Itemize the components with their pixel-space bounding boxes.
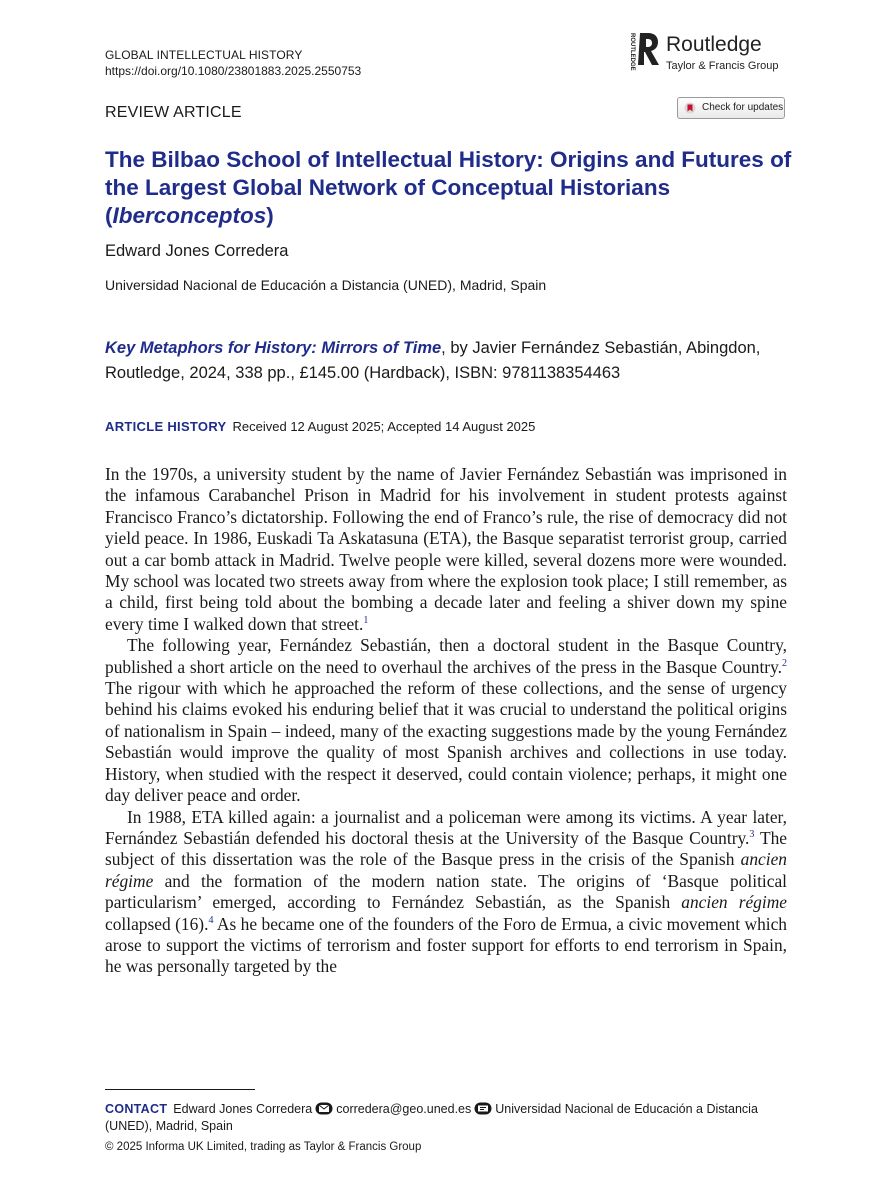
bookmark-icon — [684, 102, 696, 114]
check-for-updates-button[interactable] — [677, 97, 785, 119]
footnote-link[interactable]: 2 — [782, 657, 787, 669]
author-affiliation: Universidad Nacional de Educación a Distancia (UNED), Madrid, Spain — [105, 277, 547, 293]
footnote-link[interactable]: 1 — [363, 614, 369, 626]
doi-link[interactable]: https://doi.org/10.1080/23801883.2025.2550753 — [105, 64, 362, 78]
article-history-dates: Received 12 August 2025; Accepted 14 August 2025 — [232, 419, 536, 434]
publisher-name: Routledge — [666, 33, 762, 56]
copyright-notice: © 2025 Informa UK Limited, trading as Taylor & Francis Group — [105, 1141, 422, 1153]
email-icon — [315, 1102, 333, 1115]
book-details: , by Javier Fernández Sebastián, Abingdon, Routledge, 2024, 338 pp., £145.00 (Hardback), ISBN: 9781138354463 — [105, 339, 761, 382]
article-type: REVIEW ARTICLE — [105, 104, 242, 121]
paragraph: The following year, Fernández Sebastián, then a doctoral student in the Basque Country, published a short article on the need to overhaul the archives of the press in the Basque Country.$^2$ The rigour with which he approached the reform of these collections, and the sense of urgency behind his claims evoked his enduring belief that it was crucial to understand the political origins of nationalism in Spain – indeed, many of the exacting suggestions made by the young Fernández Sebastián would improve the quality of most Spanish archives and collections in use today. History, when studied with the respect it deserved, could contain violence; perhaps, it might one day deliver peace and order. — [105, 635, 787, 806]
svg-text:ROUTLEDGE: ROUTLEDGE — [629, 33, 635, 71]
footnote-link[interactable]: 3 — [749, 828, 755, 840]
article-title: The Bilbao School of Intellectual History: Origins and Futures of the Largest Global Network of Conceptual Historians (Iberconceptos) — [105, 147, 792, 228]
routledge-r-icon — [626, 31, 660, 75]
contact-email[interactable]: corredera@geo.uned.es — [336, 1102, 472, 1116]
book-title-link[interactable]: Key Metaphors for History: Mirrors of Time — [105, 339, 442, 357]
contact-address: Universidad Nacional de Educación a Distancia (UNED), Madrid, Spain — [105, 1102, 758, 1133]
article-body — [105, 464, 787, 978]
footer-divider — [105, 1089, 255, 1090]
article-history-label: ARTICLE HISTORY — [105, 419, 227, 434]
routledge-logo — [626, 31, 796, 77]
paragraph: In the 1970s, a university student by the name of Javier Fernández Sebastián was imprisoned in the infamous Carabanchel Prison in Madrid for his involvement in student protests against Francisco Franco’s dictatorship. Following the end of Franco’s rule, the rise of democracy did not yield peace. In 1986, Euskadi Ta Askatasuna (ETA), the Basque separatist terrorist group, carried out a car bomb attack in Madrid. Twelve people were killed, several dozens more were wounded. My school was located two streets away from where the explosion took place; I still remember, as a child, first being told about the bombing a decade later and feeling a shiver down my spine every time I walked down that street.$^1$ — [105, 464, 787, 634]
reviewed-book — [105, 336, 805, 386]
contact-info — [105, 1101, 795, 1134]
author-name: Edward Jones Corredera — [105, 242, 289, 260]
article-history — [105, 419, 535, 434]
address-icon — [474, 1102, 492, 1115]
footnote-link[interactable]: 4 — [208, 914, 214, 926]
journal-name: GLOBAL INTELLECTUAL HISTORY — [105, 48, 303, 62]
contact-label: CONTACT — [105, 1102, 168, 1116]
check-for-updates-label: Check for updates — [702, 102, 784, 113]
publisher-group: Taylor & Francis Group — [666, 60, 779, 72]
paragraph: In 1988, ETA killed again: a journalist and a policeman were among its victims. A year later, Fernández Sebastián defended his doctoral thesis at the University of the Basque Country.$^3$ The subject of this dissertation was the role of the Basque press in the crisis of the Spanish ancien régime and the formation of the modern nation state. The origins of ‘Basque political particularism’ emerged, according to Fernández Sebastián, as the Spanish ancien régime collapsed (16).$^4$ As he became one of the founders of the Foro de Ermua, a civic movement which arose to support the victims of terrorism and foster support for efforts to end terrorism in Spain, he was personally targeted by the — [105, 806, 788, 977]
contact-name: Edward Jones Corredera — [173, 1102, 313, 1116]
